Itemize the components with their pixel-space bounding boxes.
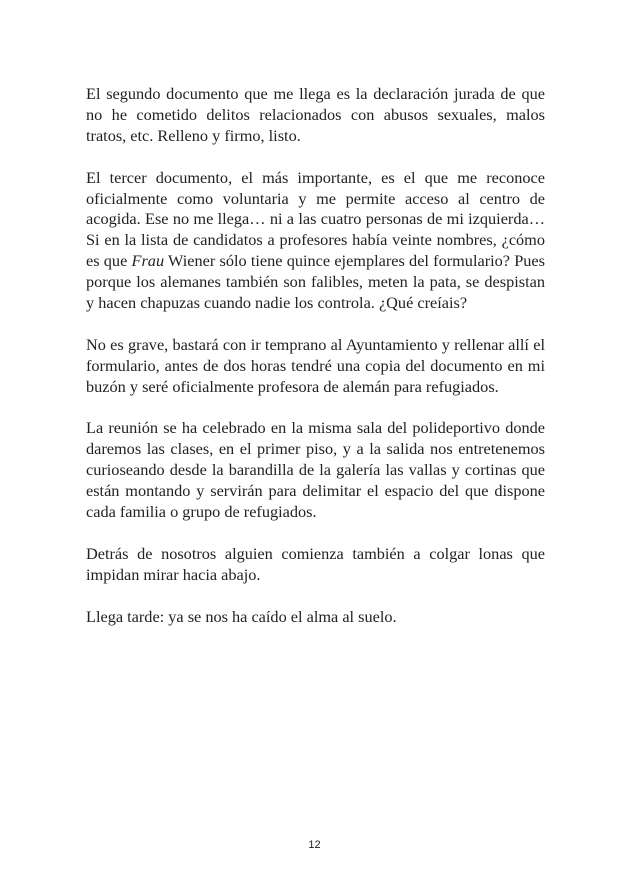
paragraph-2-italic: Frau [131,251,165,271]
paragraph-4: La reunión se ha celebrado en la misma sala del polideportivo donde daremos las clases, en el primer piso, y a la salida nos entretenemos curioseando desde la barandilla de la galería las vallas y cortinas que están montando y servirán para delimitar el espacio del que dispone cada familia o grupo de refugiados. [86,418,545,522]
page-number: 12 [308,839,321,851]
paragraph-3: No es grave, bastará con ir temprano al Ayuntamiento y rellenar allí el formulario, antes de dos horas tendré una copia del documento en mi buzón y seré oficialmente profesora de alemán para refugiados. [86,334,545,396]
paragraph-2-part-2: Wiener sólo tiene quince ejemplares del formulario? Pues porque los alemanes también son falibles, meten la pata, se despistan y hacen chapuzas cuando nadie los controla. ¿Qué creíais? [86,251,545,313]
paragraph-1: El segundo documento que me llega es la declaración jurada de que no he cometido delitos relacionados con abusos sexuales, malos tratos, etc. Relleno y firmo, listo. [86,84,545,145]
body-text [86,84,545,627]
paragraph-2 [86,168,545,314]
paragraph-2-part-1: El tercer documento, el más importante, es el que me reconoce oficialmente como voluntaria y me permite acceso al centro de acogida. Ese no me llega… ni a las cuatro personas de mi izquierda… Si en la lista de candidatos a profesores había veinte nombres, ¿cómo es que [86,167,545,271]
paragraph-6: Llega tarde: ya se nos ha caído el alma al suelo. [86,606,397,626]
paragraph-5: Detrás de nosotros alguien comienza también a colgar lonas que impidan mirar hacia abajo. [86,543,545,584]
